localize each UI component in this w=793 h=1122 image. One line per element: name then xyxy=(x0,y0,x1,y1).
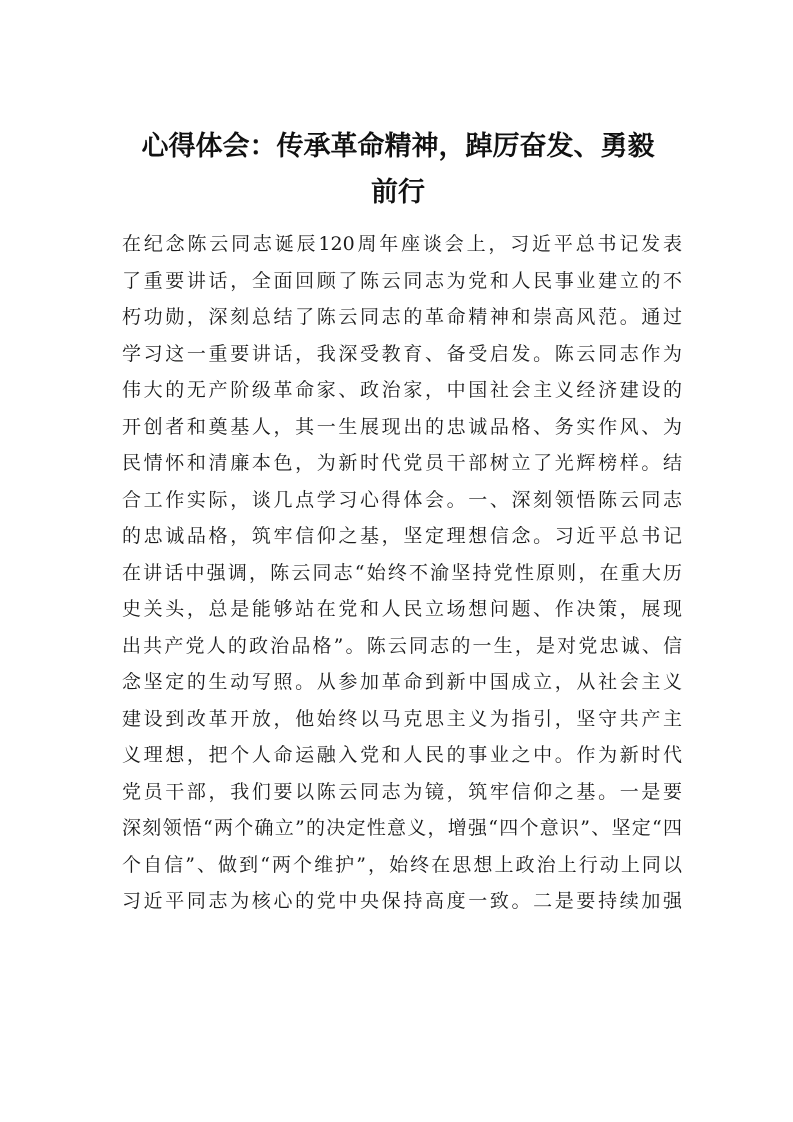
body-line: 朽功勋，深刻总结了陈云同志的革命精神和崇高风范。通过 xyxy=(122,306,682,328)
body-line: 在讲话中强调，陈云同志“始终不渝坚持党性原则，在重大历 xyxy=(122,561,682,584)
body-line: 开创者和奠基人，其一生展现出的忠诚品格、务实作风、为 xyxy=(122,415,682,438)
body-line: 了重要讲话，全面回顾了陈云同志为党和人民事业建立的不 xyxy=(122,269,682,292)
body-line: 合工作实际，谈几点学习心得体会。一、深刻领悟陈云同志 xyxy=(122,488,682,511)
body-line: 念坚定的生动写照。从参加革命到新中国成立，从社会主义 xyxy=(122,671,682,693)
document-title xyxy=(108,124,688,216)
body-line: 党员干部，我们要以陈云同志为镜，筑牢信仰之基。一是要 xyxy=(122,780,682,803)
body-line: 伟大的无产阶级革命家、政治家，中国社会主义经济建设的 xyxy=(122,379,682,401)
body-line: 个自信”、做到“两个维护”，始终在思想上政治上行动上同以 xyxy=(122,853,682,876)
body-line: 在纪念陈云同志诞辰120周年座谈会上，习近平总书记发表 xyxy=(122,233,682,255)
body-line: 义理想，把个人命运融入党和人民的事业之中。作为新时代 xyxy=(122,744,682,766)
body-line: 习近平同志为核心的党中央保持高度一致。二是要持续加强 xyxy=(122,890,682,912)
title-line: 前行 xyxy=(371,177,425,208)
body-line: 的忠诚品格，筑牢信仰之基，坚定理想信念。习近平总书记 xyxy=(122,525,682,547)
body-line: 民情怀和清廉本色，为新时代党员干部树立了光辉榜样。结 xyxy=(122,452,682,474)
body-line: 史关头，总是能够站在党和人民立场想问题、作决策，展现 xyxy=(122,598,682,620)
body-line: 深刻领悟“两个确立”的决定性意义，增强“四个意识”、坚定“四 xyxy=(122,817,682,839)
title-line: 心得体会：传承革命精神，踔厉奋发、勇毅 xyxy=(141,131,655,162)
body-line: 建设到改革开放，他始终以马克思主义为指引，坚守共产主 xyxy=(122,707,682,730)
document-body xyxy=(122,226,682,920)
body-line: 学习这一重要讲话，我深受教育、备受启发。陈云同志作为 xyxy=(122,342,682,365)
body-line: 出共产党人的政治品格”。陈云同志的一生，是对党忠诚、信 xyxy=(122,634,682,657)
